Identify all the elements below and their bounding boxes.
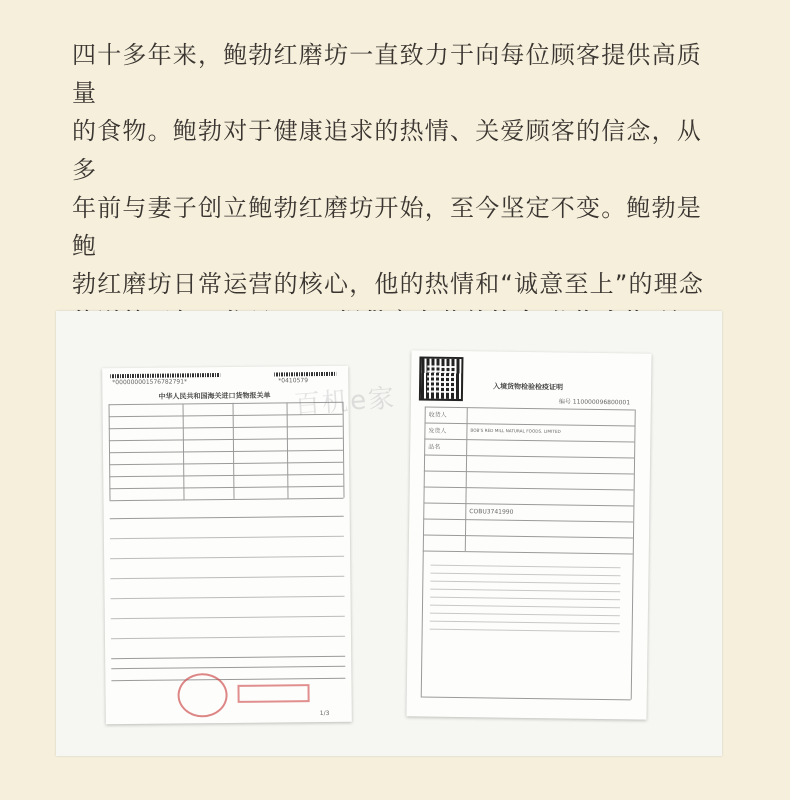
document-photo [56,311,722,756]
certificate-title: 入境货物检验检疫证明 [493,382,564,392]
intro-paragraph: 四十多年来，鲍勃红磨坊一直致力于向每位顾客提供高质量 的食物。鲍勃对于健康追求的热情、关爱顾客的信念，从多 年前与妻子创立鲍勃红磨坊开始，至今坚定不变。鲍勃是鲍 勃红磨坊日常运营的核心，他的热情和“诚意至上”的理念 [72,41,705,299]
field-consignee: 收货人 [428,411,447,419]
red-seal-left [177,673,227,718]
declaration-number: *000000001576782791* [112,378,188,387]
field-shipper: 发货人 [428,427,447,435]
declaration-title: 中华人民共和国海关进口货物报关单 [158,391,271,401]
watermark: 百机e家 [293,383,398,421]
red-seal-right [237,684,309,703]
shipper-value: BOB'S RED MILL NATURAL FOODS. LIMITED [470,428,561,435]
certificate-number: 110000096800001 [572,398,631,407]
declaration-number-right: *0410579 [278,377,309,385]
inspection-certificate-document [406,350,651,719]
barcode-left [110,373,220,378]
container-number: COBU3741990 [469,508,514,516]
field-goods: 品名 [428,443,441,451]
certificate-number-label: 编号 [558,398,571,406]
declaration-page: 1/3 [319,709,330,718]
barcode-right [274,372,336,377]
qr-code-icon [421,358,462,399]
